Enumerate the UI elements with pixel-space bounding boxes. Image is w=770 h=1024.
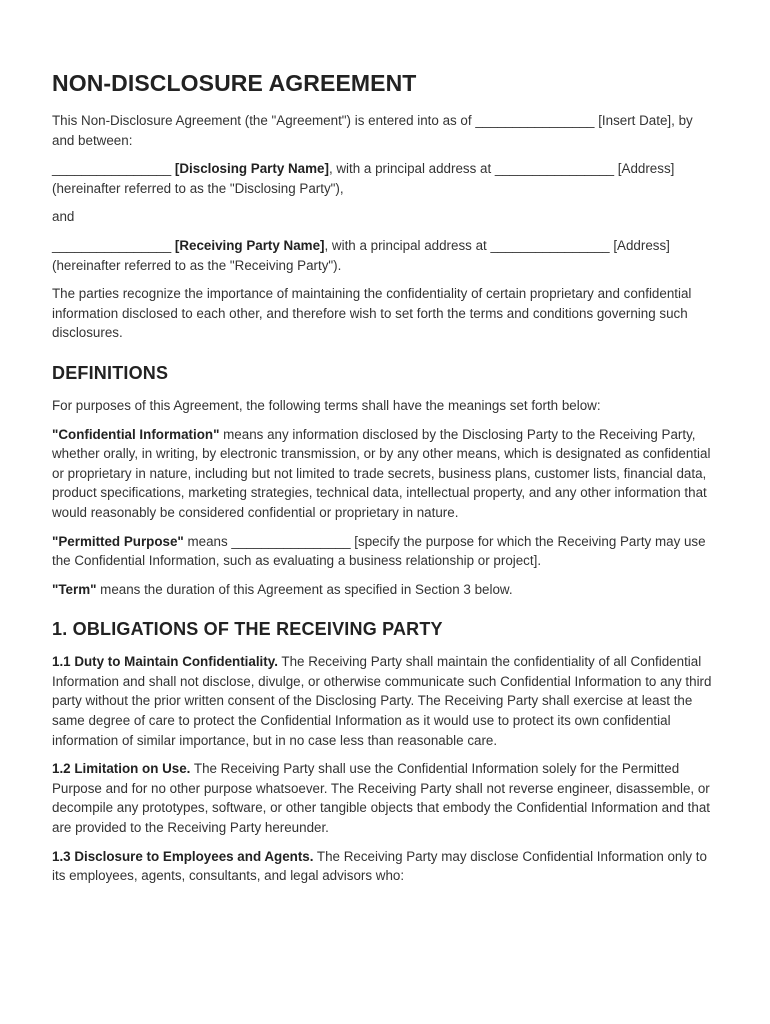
definition-term: "Confidential Information" (52, 426, 220, 442)
definition-text: means any information disclosed by the Disclosing Party to the Receiving Party, whether orally, in writing, by electronic transmission, or by any other means, which is designated as confidential or proprietary in nature, including but not limited to trade secrets, business plans, customer lists, financial data, product specifications, marketing strategies, technical data, intellectual property, and any other information that would reasonably be considered confidential or proprietary in nature. (52, 426, 711, 520)
and-text: and (52, 209, 75, 225)
receiving-party-paragraph (52, 236, 718, 275)
definition-term-duration (52, 580, 718, 600)
definition-permitted-purpose (52, 532, 718, 571)
recital-paragraph: The parties recognize the importance of maintaining the confidentiality of certain proprietary and confidential information disclosed to each other, and therefore wish to set forth the terms and conditions governing such disclosures. (52, 286, 692, 341)
clause-text: The Receiving Party may disclose Confidential Information only to its employees, agents, consultants, and legal advisors who: (52, 848, 707, 884)
receiving-party-name: [Receiving Party Name] (174, 237, 325, 253)
disclosing-party-details: , with a principal address at ________________ [Address] (hereinafter referred to as the "Disclosing Party"), (52, 161, 675, 196)
clause-label: 1.2 Limitation on Use. (52, 761, 191, 777)
section-1-heading: 1. OBLIGATIONS OF THE RECEIVING PARTY (52, 619, 443, 640)
definition-confidential-information (52, 425, 718, 523)
clause-text: The Receiving Party shall use the Confidential Information solely for the Permitted Purpose and for no other purpose whatsoever. The Receiving Party shall not reverse engineer, disassemble, or decompile any prototypes, software, or other tangible objects that embody the Confidential Information and that are provided to the Receiving Party hereunder. (52, 761, 711, 836)
definition-term: "Term" (52, 581, 97, 597)
definitions-heading: DEFINITIONS (52, 362, 169, 383)
definition-term: "Permitted Purpose" (52, 533, 184, 549)
definitions-lead: For purposes of this Agreement, the following terms shall have the meanings set forth below: (52, 397, 601, 413)
receiving-party-details: , with a principal address at ________________ [Address] (hereinafter referred to as the "Receiving Party"). (52, 237, 670, 273)
definition-text: means ________________ [specify the purpose for which the Receiving Party may use the Confidential Information, such as evaluating a business relationship or project]. (52, 533, 706, 569)
clause-1-3 (52, 847, 718, 886)
clause-label: 1.3 Disclosure to Employees and Agents. (52, 848, 314, 864)
clause-1-2 (52, 759, 718, 837)
disclosing-party-blank: ________________ (52, 161, 172, 177)
disclosing-party-paragraph (52, 159, 718, 198)
clause-text: The Receiving Party shall maintain the confidentiality of all Confidential Information and shall not disclose, divulge, or otherwise communicate such Confidential Information to any third party without the prior written consent of the Disclosing Party. The Receiving Party shall exercise at least the same degree of care to protect the Confidential Information as it would use to protect its own confidential information of similar importance, but in no case less than reasonable care. (52, 654, 712, 748)
definition-text: means the duration of this Agreement as specified in Section 3 below. (96, 581, 513, 597)
intro-paragraph: This Non-Disclosure Agreement (the "Agreement") is entered into as of ________________ [Insert Date], by and between: (52, 113, 693, 148)
document-title: NON-DISCLOSURE AGREEMENT (52, 70, 417, 96)
disclosing-party-name: [Disclosing Party Name] (174, 161, 329, 177)
clause-label: 1.1 Duty to Maintain Confidentiality. (52, 654, 278, 670)
receiving-party-blank: ________________ (52, 237, 172, 253)
clause-1-1 (52, 652, 718, 750)
